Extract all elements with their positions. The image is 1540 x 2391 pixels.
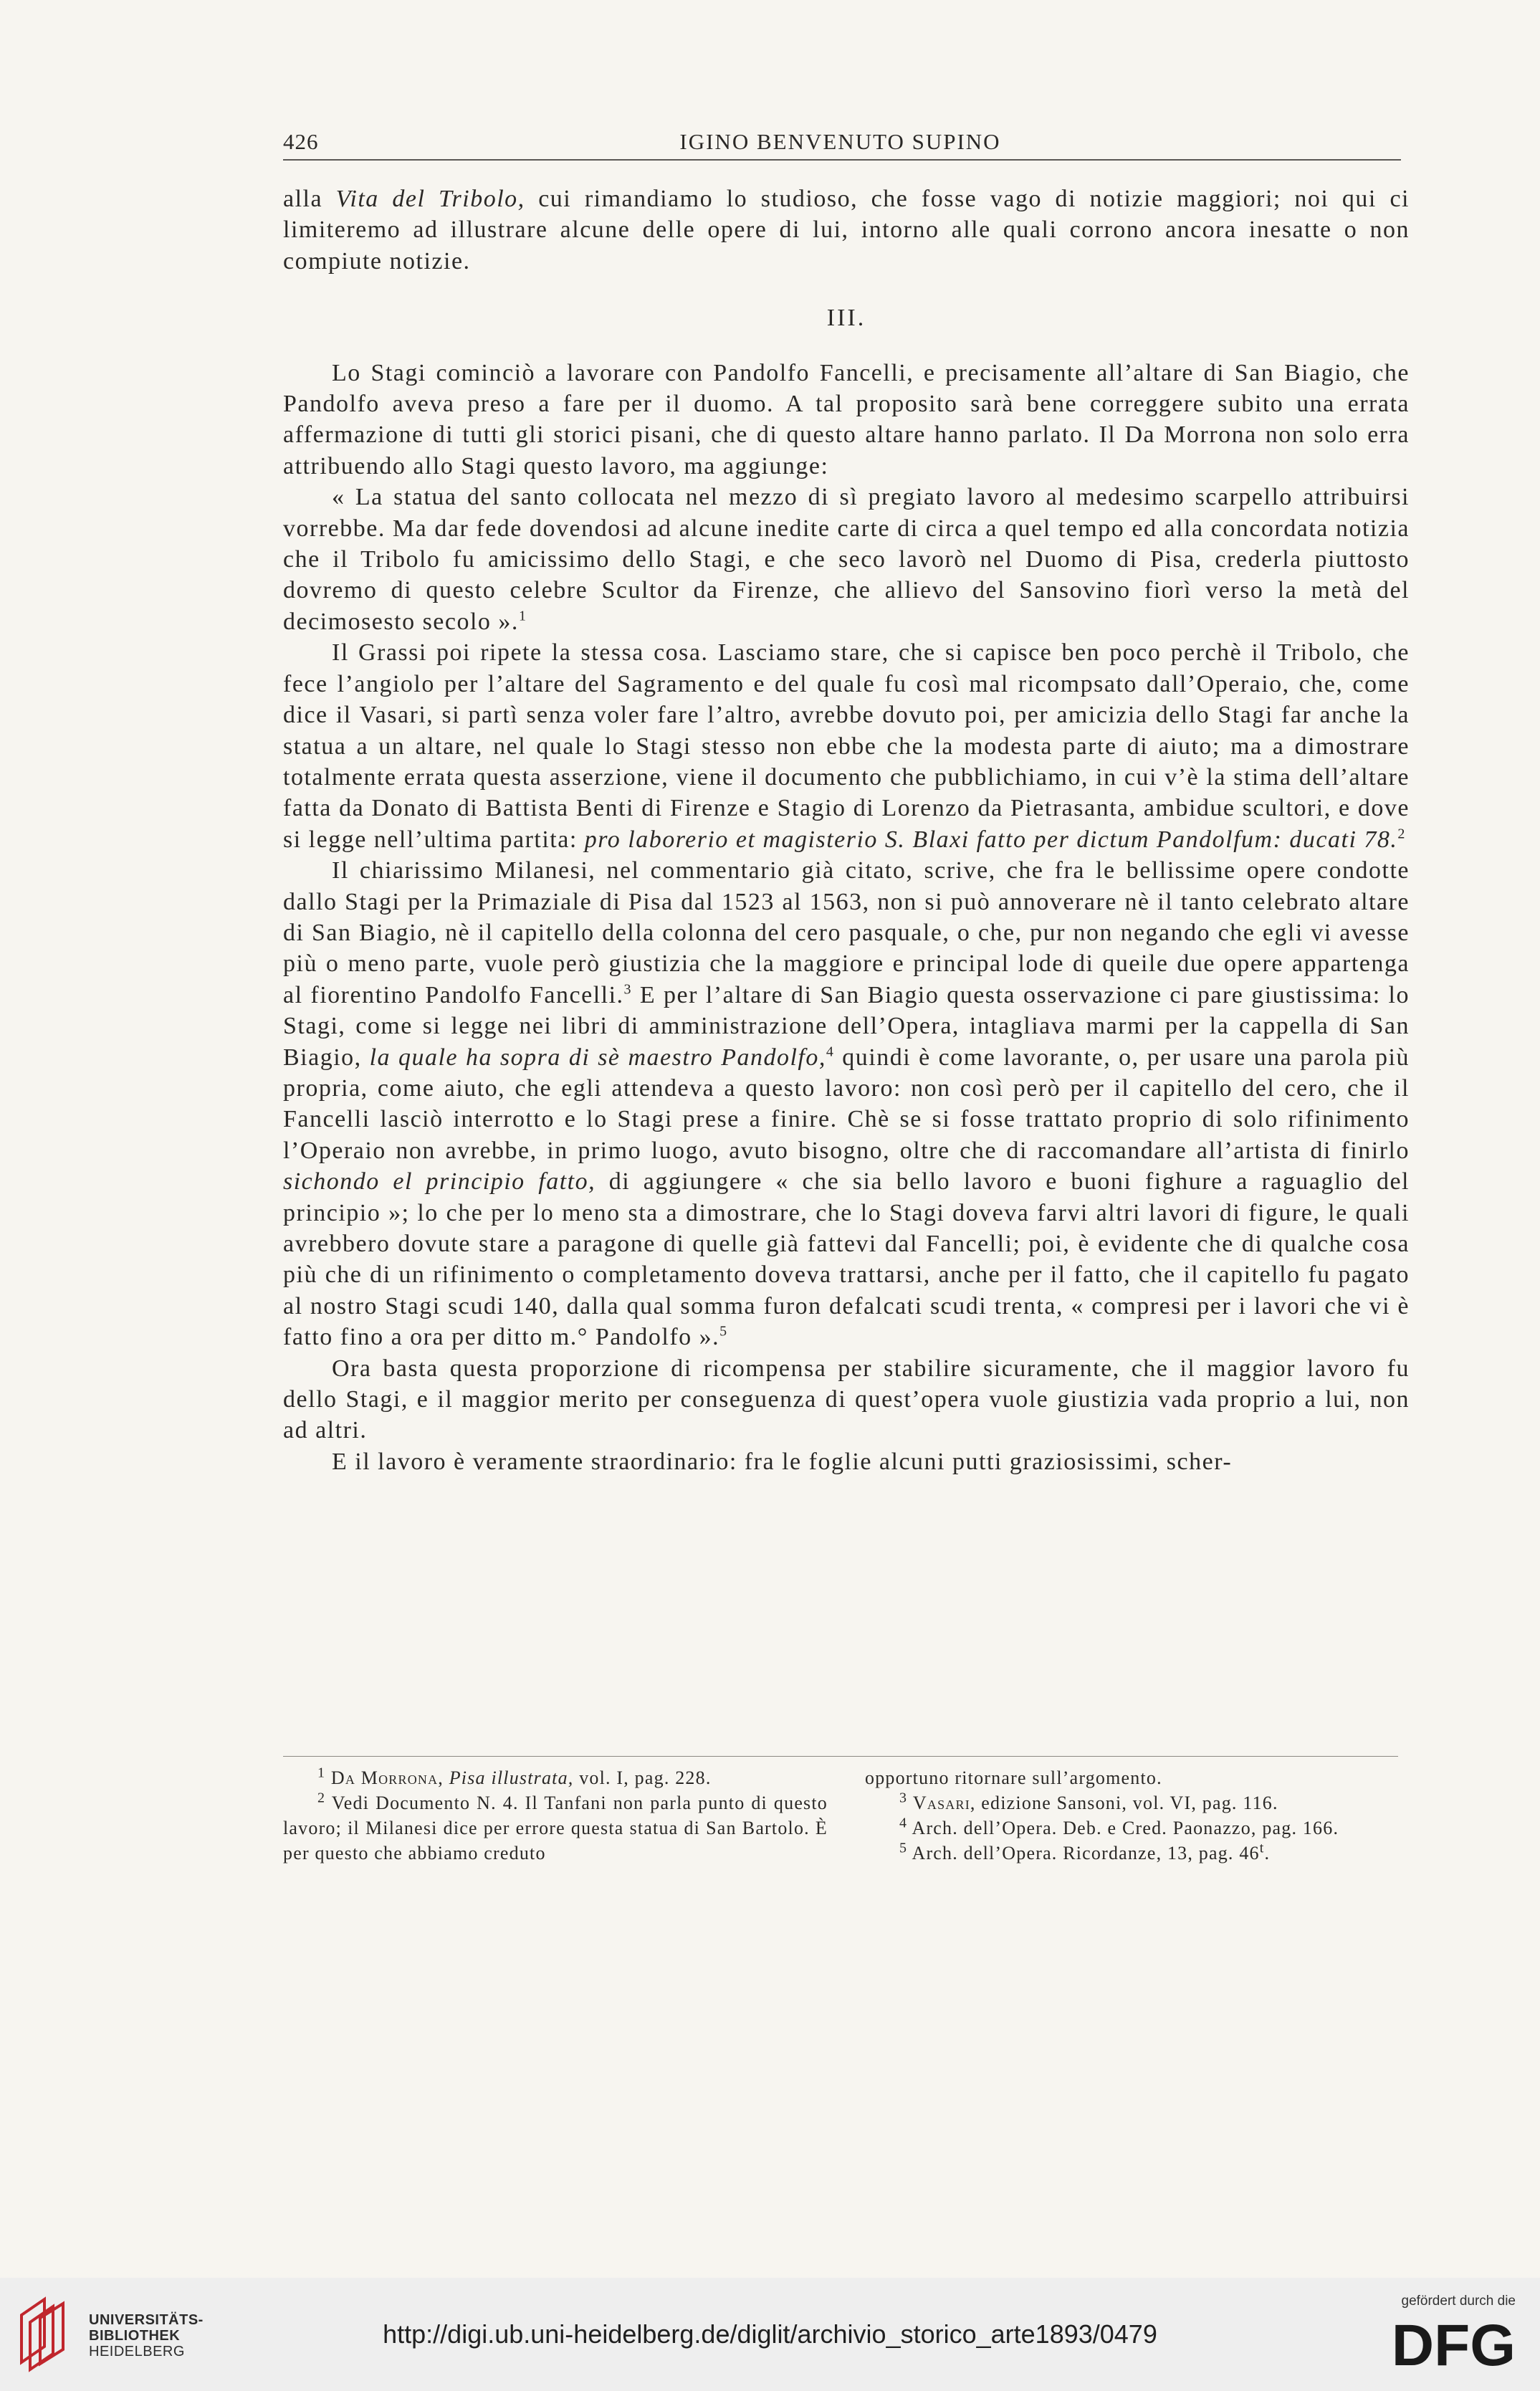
- paragraph: Lo Stagi cominciò a lavorare con Pandolfo Fancelli, e precisamente all’altare di San Biagio, che Pandolfo aveva preso a fare per il duomo. A tal proposito sarà bene correggere subito una errata affermazione di tutti gli storici pisani, che di questo altare hanno parlato. Il Da Morrona non solo erra attribuendo allo Stagi questo lavoro, ma aggiunge:: [283, 359, 1410, 479]
- paragraph: Il chiarissimo Milanesi, nel commentario già citato, scrive, che fra le bellissime opere condotte dallo Stagi per la Primaziale di Pisa dal 1523 al 1563, non si può annoverare nè il tanto celebrato altare di San Biagio, nè il capitello della colonna del cero pasquale, o che, pur non negando che egli vi avesse più o meno parte, vuole però giustizia che la maggiore e principal lode di queile due opere appartenga al fiorentino Pandolfo Fancelli.$^3$ E per l’altare di San Biagio questa osservazione ci pare giustissima: lo Stagi, come si legge nei libri di amministrazione dell’Opera, intagliava marmi per la cappella di San Biagio, la quale ha sopra di sè maestro Pandolfo,$^4$ quindi è come lavorante, o, per usare una parola più propria, come aiuto, che egli attendeva a questo lavoro: non così però per il capitello del cero, che il Fancelli lasciò interrotto e lo Stagi prese a finire. Chè se si fosse trattato proprio di solo rifinimento l’Operaio non avrebbe, in primo luogo, avuto bisogno, oltre che di raccomandare all’artista di finirlo sichondo el principio fatto, di aggiungere « che sia bello lavoro e buoni fighure a raguaglio del principio »; lo che per lo meno sta a dimostrare, che lo Stagi doveva farvi altri lavori di figure, le quali avrebbero dovute stare a paragone di quelle già fattevi dal Fancelli; poi, è evidente che di qualche cosa più che di un rifinimento o completamento doveva trattarsi, anche per il fatto, che il capitello fu pagato al nostro Stagi scudi 140, dalla qual somma furon defalcati scudi trenta, « compresi per i lavori che vi è fatto fino a ora per ditto m.° Pandolfo ».$^5$: [283, 857, 1410, 1351]
- footnote-ref: 3: [623, 981, 633, 998]
- footnote-rule: [283, 1756, 1398, 1757]
- paragraph: Il Grassi poi ripete la stessa cosa. Lasciamo stare, che si capisce ben poco perchè il Tribolo, che fece l’angiolo per l’altare del Sagramento e del quale fu così mal ricompsato dall’Operaio, che, come dice il Vasari, si partì senza voler fare l’altro, avrebbe dovuto poi, per amicizia dello Stagi far anche la statua a un altare, nel quale lo Stagi stesso non ebbe che la modesta parte di aiuto; ma a dimostrare totalmente errata questa asserzione, viene il documento che pubblichiamo, in cui v’è la stima dell’altare fatta da Donato di Battista Benti di Firenze e Stagio di Lorenzo da Pietrasanta, ambidue scultori, e dove si legge nell’ultima partita: pro laborerio et magisterio S. Blaxi fatto per dictum Pandolfum: ducati 78.$^2$: [283, 639, 1410, 853]
- dfg-sponsor: [1351, 2294, 1516, 2375]
- footnote-3: $^3$ Vasari, edizione Sansoni, vol. VI, pag. 116.: [899, 1790, 1278, 1813]
- footnote-2: $^2$ Vedi Documento N. 4. Il Tanfani non parla punto di questo lavoro; il Milanesi dice per errore questa statua di San Bartolo. È per questo che abbiamo creduto: [283, 1790, 828, 1863]
- paragraph: E il lavoro è veramente straordinario: fra le foglie alcuni putti graziosissimi, scher-: [332, 1448, 1233, 1475]
- running-title: IGINO BENVENUTO SUPINO: [679, 129, 1001, 154]
- library-name[interactable]: UNIVERSITÄTS- BIBLIOTHEK HEIDELBERG: [89, 2312, 204, 2359]
- quotation-paragraph: « La statua del santo collocata nel mezzo di sì pregiato lavoro al medesimo scarpello attribuirsi vorrebbe. Ma dar fede dovendosi ad alcune inedite carte di circa a quel tempo ed alla concordata notizia che il Tribolo fu amicissimo dello Stagi, e che seco lavorò nel Duomo di Pisa, crederla piuttosto dovremo di questo celebre Scultor da Firenze, che allievo del Sansovino fiorì verso la metà del decimosesto secolo ».$^1$: [283, 484, 1410, 635]
- footnote-ref: 1: [518, 608, 527, 624]
- italic-quote: sichondo el principio fatto,: [283, 1168, 596, 1196]
- footnote-ref: 2: [1397, 826, 1406, 842]
- page-number: 426: [283, 129, 319, 154]
- italic-title: Vita del Tribolo,: [335, 186, 525, 212]
- footnote-2-continued: opportuno ritornare sull’argomento.: [865, 1767, 1162, 1788]
- italic-quote: la quale ha sopra di sè maestro Pandolfo,: [369, 1044, 826, 1071]
- permalink-url[interactable]: http://digi.ub.uni-heidelberg.de/diglit/archivio_storico_arte1893/0479: [383, 2319, 1157, 2349]
- footnote-4: $^4$ Arch. dell’Opera. Deb. e Cred. Paonazzo, pag. 166.: [899, 1815, 1339, 1838]
- section-number: III.: [826, 305, 866, 332]
- footnotes-left-column: [283, 1765, 828, 1866]
- footnote-ref: 4: [826, 1044, 835, 1060]
- page-header: [283, 123, 1397, 159]
- sponsor-caption: gefördert durch die: [1401, 2294, 1516, 2309]
- paragraph: alla Vita del Tribolo, cui rimandiamo lo studioso, che fosse vago di notizie maggiori; noi qui ci limiteremo ad illustrare alcune delle opere di lui, intorno alle quali corrono ancora inesatte o non compiute notizie.: [283, 186, 1410, 275]
- footnote-ref: 5: [719, 1323, 728, 1340]
- dfg-logo-icon[interactable]: [1379, 2314, 1516, 2375]
- italic-quote: pro laborerio et magisterio S. Blaxi fatto per dictum Pandolfum: ducati 78.: [584, 826, 1398, 853]
- header-rule: [283, 159, 1401, 161]
- footer-bar: [0, 2278, 1540, 2391]
- paragraph: Ora basta questa proporzione di ricompensa per stabilire sicuramente, che il maggior lavoro fu dello Stagi, e il maggior merito per conseguenza di quest’opera vuole giustizia vada proprio a lui, non ad altri.: [283, 1355, 1410, 1444]
- footnote-5: $^5$ Arch. dell’Opera. Ricordanze, 13, pag. 46$^t$.: [899, 1840, 1271, 1863]
- footnotes-right-column: [865, 1765, 1402, 1866]
- svg-text:DFG: DFG: [1391, 2314, 1516, 2375]
- body-text: [283, 183, 1410, 1477]
- footnote-1: $^1$ Da Morrona, Pisa illustrata, vol. I, pag. 228.: [317, 1765, 712, 1788]
